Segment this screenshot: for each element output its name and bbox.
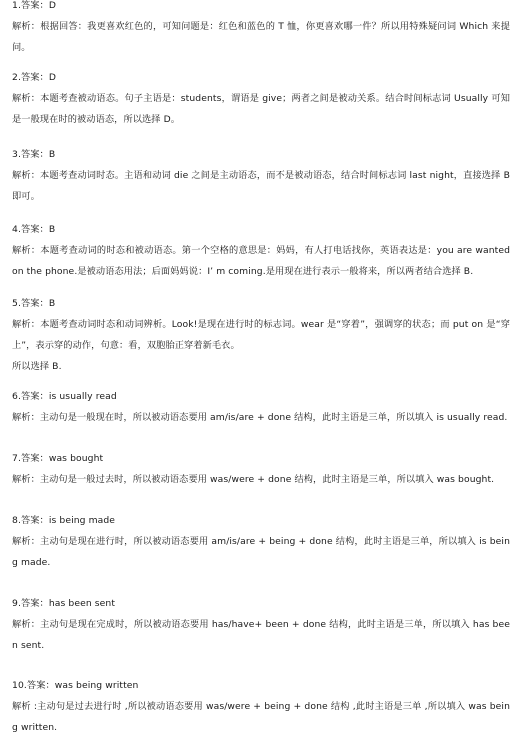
analysis-text: 解析：本题考查动词时态和动词辨析。Look!是现在进行时的标志词。wear 是“穿着”，强调穿的状态；而 put on 是“穿上”，表示穿的动作，句意：看，双胞胎正穿着新毛衣。 <box>12 319 510 351</box>
answer-line: 6.答案：is usually read <box>12 391 117 402</box>
answer-item-8 <box>12 510 510 573</box>
analysis-text: 解析 :主动句是过去进行时 ,所以被动语态要用 was/were + being + done 结构 ,此时主语是三单 ,所以填入 was being written. <box>12 701 510 733</box>
analysis-text: 解析：主动句是一般过去时，所以被动语态要用 was/were + done 结构，此时主语是三单，所以填入 was bought. <box>12 474 495 485</box>
analysis-text: 解析：本题考查被动语态。句子主语是：students，谓语是 give；两者之间是被动关系。结合时间标志词 Usually 可知是一般现在时的被动语态，所以选择 D。 <box>12 93 510 125</box>
answer-line: 10.答案：was being written <box>12 680 139 691</box>
analysis-text: 解析：主动句是一般现在时，所以被动语态要用 am/is/are + done 结构，此时主语是三单，所以填入 is usually read. <box>12 412 508 423</box>
answer-line: 3.答案：B <box>12 149 56 160</box>
answer-line: 7.答案：was bought <box>12 453 104 464</box>
answer-line: 9.答案：has been sent <box>12 598 116 609</box>
answer-line: 4.答案：B <box>12 224 56 235</box>
answer-item-2 <box>12 67 510 130</box>
answer-line: 5.答案：B <box>12 298 56 309</box>
answer-item-1 <box>12 0 510 58</box>
analysis-text: 解析：主动句是现在进行时，所以被动语态要用 am/is/are + being + done 结构，此时主语是三单，所以填入 is being made. <box>12 536 510 568</box>
answer-item-3 <box>12 144 510 207</box>
answer-item-5 <box>12 293 510 377</box>
answer-item-9 <box>12 593 510 656</box>
analysis-conclusion: 所以选择 B. <box>12 361 62 372</box>
analysis-text: 解析：主动句是现在完成时，所以被动语态要用 has/have+ been + done 结构，此时主语是三单，所以填入 has been sent. <box>12 619 510 651</box>
analysis-text: 解析：本题考查动词的时态和被动语态。第一个空格的意思是：妈妈，有人打电话找你，英语表达是：you are wanted on the phone.是被动语态用法；后面妈妈说：I’ m coming.是用现在进行表示一般将来，所以两者结合选择 B. <box>12 245 510 277</box>
answer-item-4 <box>12 219 510 282</box>
answer-line: 8.答案：is being made <box>12 515 116 526</box>
answer-line: 1.答案：D <box>12 0 57 11</box>
answer-item-6 <box>12 386 510 428</box>
answer-item-10 <box>12 675 510 738</box>
answer-line: 2.答案：D <box>12 72 57 83</box>
answer-item-7 <box>12 448 510 490</box>
analysis-text: 解析：本题考查动词时态。主语和动词 die 之间是主动语态，而不是被动语态，结合时间标志词 last night，直接选择 B 即可。 <box>12 170 510 202</box>
analysis-text: 解析：根据回答：我更喜欢红色的，可知问题是：红色和蓝色的 T 恤，你更喜欢哪一件？所以用特殊疑问词 Which 来提问。 <box>12 21 510 53</box>
